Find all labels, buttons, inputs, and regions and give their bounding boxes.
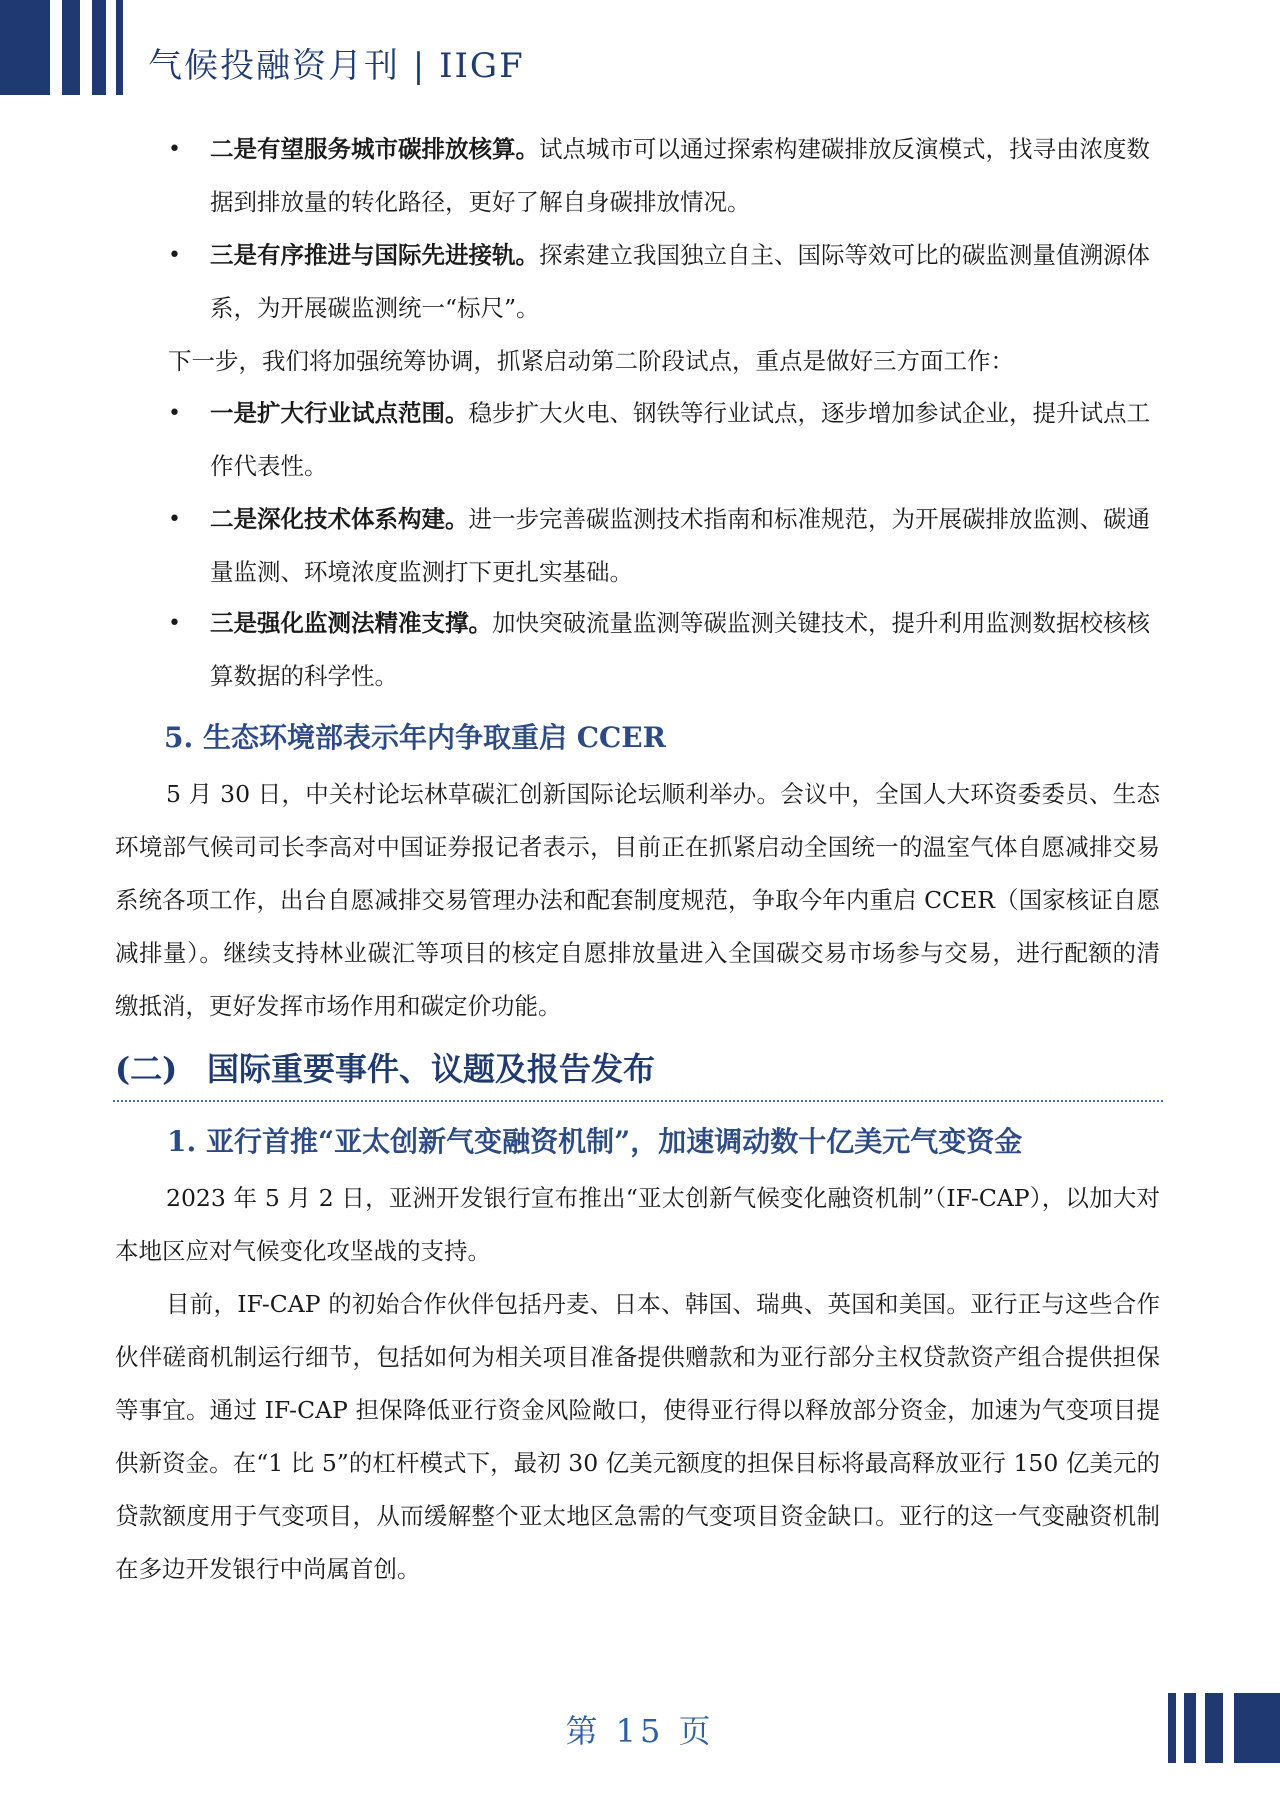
page-number: 第 15 页 [565, 1712, 715, 1750]
bullet-item [168, 493, 1160, 599]
chapter-title: 国际重要事件、议题及报告发布 [207, 1050, 656, 1088]
bullet-item [168, 123, 1160, 229]
footer-bar-4 [1234, 1693, 1280, 1763]
bullet-icon: • [168, 243, 181, 268]
bullet-text: 进一步完善碳监测技术指南和标准规范，为开展碳排放监测、碳通量监测、环境浓度监测打下更扎实基础。 [210, 505, 1150, 586]
bullet-item [168, 229, 1160, 335]
bullet-text: 稳步扩大火电、钢铁等行业试点，逐步增加参试企业，提升试点工作代表性。 [210, 399, 1150, 480]
header-bar-1 [0, 0, 50, 95]
bullet-icon: • [168, 611, 181, 636]
bullet-icon: • [168, 401, 181, 426]
page-header [0, 0, 1280, 110]
bullet-item [168, 387, 1160, 493]
bullet-text: 探索建立我国独立自主、国际等效可比的碳监测量值溯源体系，为开展碳监测统一“标尺”。 [210, 241, 1150, 322]
chapter-heading [115, 1044, 655, 1090]
footer-bar-3 [1205, 1693, 1223, 1763]
footer-bar-2 [1184, 1693, 1196, 1763]
bullet-lead: 二是深化技术体系构建。 [210, 505, 469, 533]
header-bar-3 [92, 0, 106, 95]
bullet-text: 加快突破流量监测等碳监测关键技术，提升利用监测数据校核核算数据的科学性。 [210, 609, 1150, 690]
chapter-divider [113, 1100, 1163, 1102]
bullet-item [168, 597, 1160, 703]
header-bar-2 [62, 0, 80, 95]
section-5-body: 5 月 30 日，中关村论坛林草碳汇创新国际论坛顺利举办。会议中，全国人大环资委委员、生态环境部气候司司长李高对中国证券报记者表示，目前正在抓紧启动全国统一的温室气体自愿减排交易系统各项工作，出台自愿减排交易管理办法和配套制度规范，争取今年内重启 CCER（国家核证自愿减排量）。继续支持林业碳汇等项目的核定自愿排放量进入全国碳交易市场参与交易，进行配额的清缴抵消，更好发挥市场作用和碳定价功能。 [115, 780, 1160, 1020]
section-1-paragraph-2: 目前，IF-CAP 的初始合作伙伴包括丹麦、日本、韩国、瑞典、英国和美国。亚行正与这些合作伙伴磋商机制运行细节，包括如何为相关项目准备提供赠款和为亚行部分主权贷款资产组合提供担保等事宜。通过 IF-CAP 担保降低亚行资金风险敞口，使得亚行得以释放部分资金，加速为气变项目提供新资金。在“1 比 5”的杠杆模式下，最初 30 亿美元额度的担保目标将最高释放亚行 150 亿美元的贷款额度用于气变项目，从而缓解整个亚太地区急需的气变项目资金缺口。亚行的这一气变融资机制在多边开发银行中尚属首创。 [115, 1290, 1160, 1583]
bullet-lead: 三是强化监测法精准支撑。 [210, 609, 492, 637]
section-5-heading: 5. 生态环境部表示年内争取重启 CCER [164, 721, 666, 754]
bullet-lead: 二是有望服务城市碳排放核算。 [210, 135, 539, 163]
chapter-number: (二) [115, 1050, 178, 1088]
footer-bar-1 [1168, 1693, 1176, 1763]
bullet-text: 试点城市可以通过探索构建碳排放反演模式，找寻由浓度数据到排放量的转化路径，更好了解自身碳排放情况。 [210, 135, 1150, 216]
header-bar-4 [116, 0, 123, 95]
section-1-paragraph-1: 2023 年 5 月 2 日，亚洲开发银行宣布推出“亚太创新气候变化融资机制”（IF-CAP），以加大对本地区应对气候变化攻坚战的支持。 [115, 1184, 1160, 1265]
bullet-lead: 一是扩大行业试点范围。 [210, 399, 469, 427]
bullet-icon: • [168, 507, 181, 532]
bullet-icon: • [168, 137, 181, 162]
section-1-heading: 1. 亚行首推“亚太创新气变融资机制”，加速调动数十亿美元气变资金 [167, 1125, 1023, 1158]
intro-paragraph: 下一步，我们将加强统筹协调，抓紧启动第二阶段试点，重点是做好三方面工作： [168, 347, 1014, 375]
bullet-lead: 三是有序推进与国际先进接轨。 [210, 241, 539, 269]
journal-title: 气候投融资月刊 | IIGF [148, 46, 525, 86]
